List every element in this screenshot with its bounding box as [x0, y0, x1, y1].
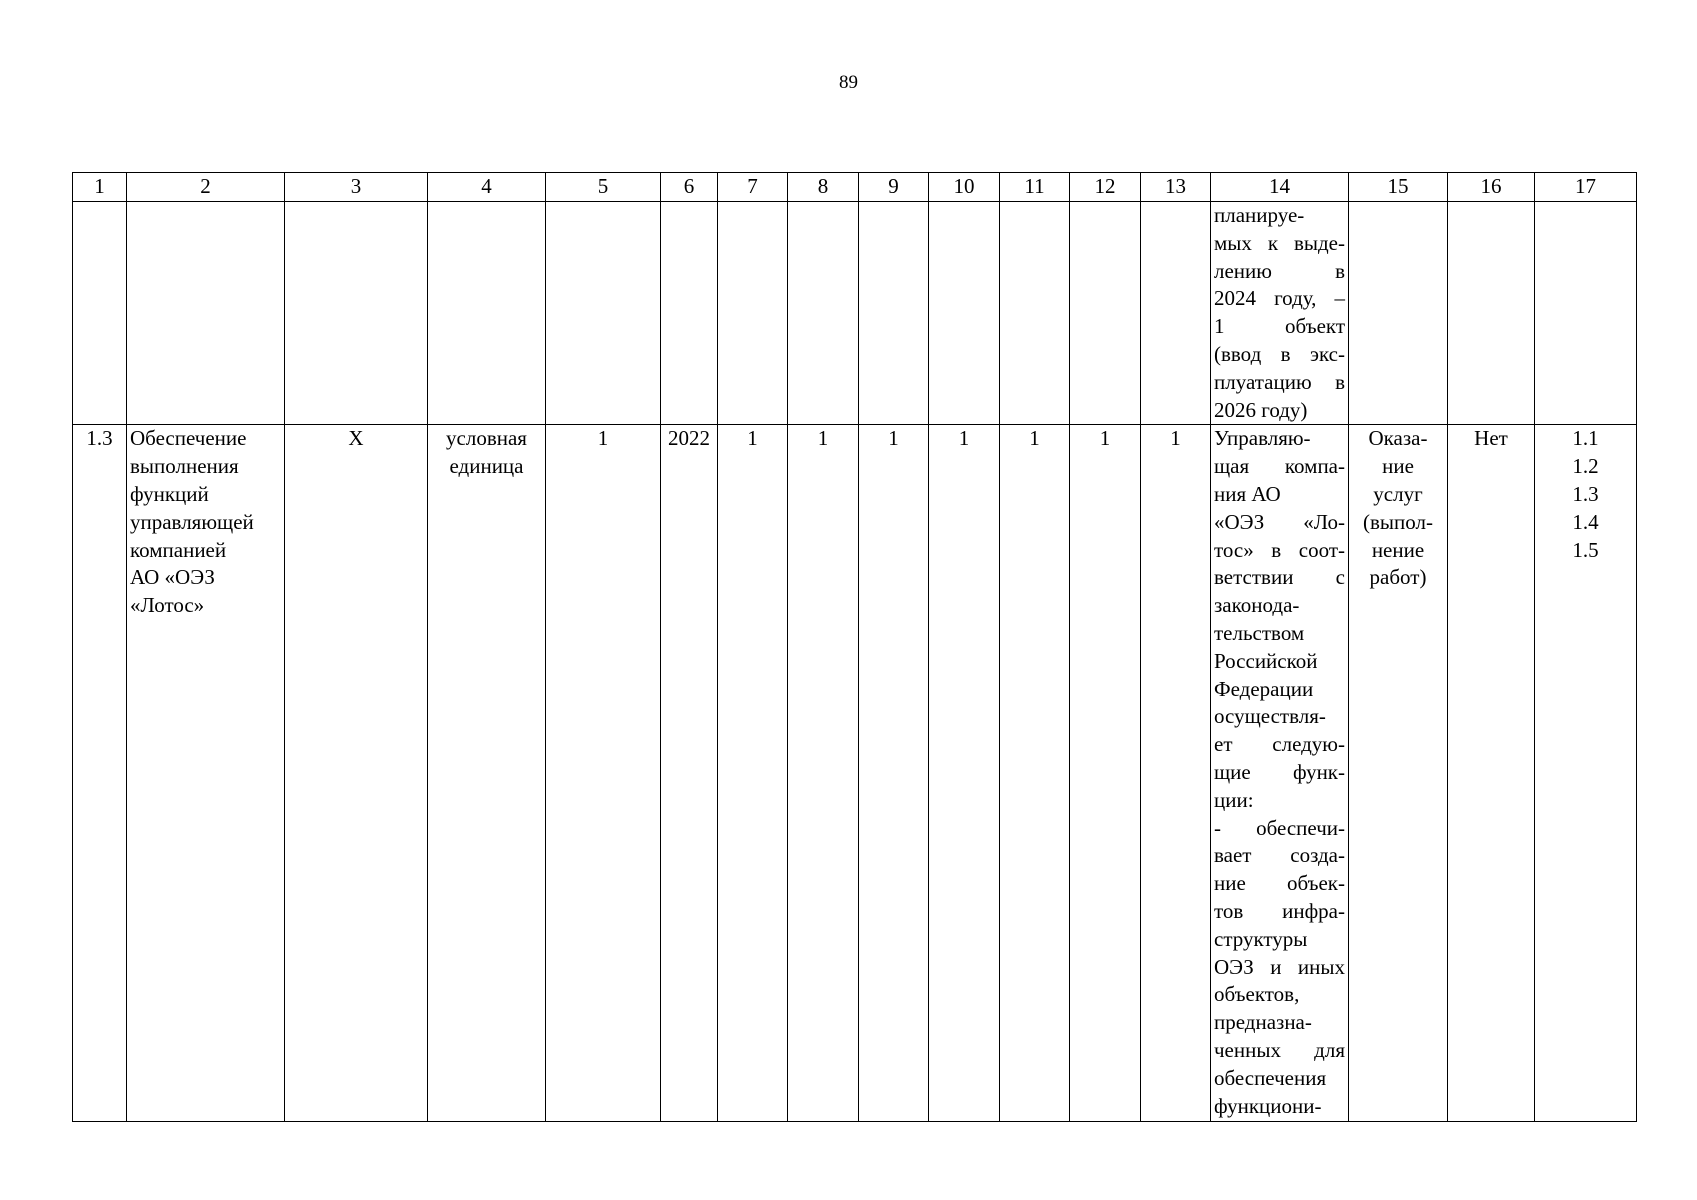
text-line: ветствии с [1214, 565, 1345, 590]
cell-empty [929, 202, 1000, 425]
cell-empty [1070, 202, 1141, 425]
text-line: тос» в соот- [1214, 537, 1345, 562]
text-line: Управляю- [1214, 426, 1311, 451]
text-line: ние [1382, 454, 1414, 479]
cell-col7: 1 [718, 425, 788, 1122]
cell-description [1211, 425, 1349, 1122]
text-line: работ) [1369, 565, 1427, 590]
cell-item-number: 1.3 [73, 425, 127, 1122]
header-cell: 1 [73, 173, 127, 202]
text-line: осуществля- [1214, 704, 1326, 729]
text-line: 1.2 [1572, 454, 1599, 479]
cell-year: 2022 [661, 425, 718, 1122]
text-line: 1.3 [1572, 481, 1599, 506]
cell-empty [661, 202, 718, 425]
text-line: планируе- [1214, 203, 1305, 227]
text-line: Российской [1214, 648, 1318, 673]
header-cell: 3 [285, 173, 428, 202]
header-cell: 8 [788, 173, 859, 202]
text-line: Федерации [1214, 676, 1314, 701]
header-cell: 9 [859, 173, 929, 202]
cell-col16: Нет [1448, 425, 1535, 1122]
text-line: Обеспечение [130, 426, 247, 451]
cell-type [1349, 425, 1448, 1122]
header-cell: 5 [546, 173, 661, 202]
cell-empty [285, 202, 428, 425]
text-line: «Лотос» [130, 593, 205, 618]
text-line: условная [446, 426, 527, 451]
cell-empty [127, 202, 285, 425]
page-number: 89 [839, 72, 858, 93]
text-line: - обеспечи- [1214, 815, 1345, 840]
cell-related-items [1535, 425, 1637, 1122]
cell-empty [718, 202, 788, 425]
cell-col8: 1 [788, 425, 859, 1122]
text-line: выполнения [130, 454, 239, 479]
text-line: предназна- [1214, 1010, 1312, 1035]
cell-col9: 1 [859, 425, 929, 1122]
header-cell: 12 [1070, 173, 1141, 202]
text-line: 1.1 [1572, 426, 1599, 451]
column-number-row [73, 173, 1637, 202]
header-cell: 13 [1141, 173, 1211, 202]
text-line: 1 объект [1214, 314, 1345, 339]
table-row-1-3 [73, 425, 1637, 1122]
header-cell: 10 [929, 173, 1000, 202]
text-line: функций [130, 481, 209, 506]
text-line: 2026 году) [1214, 397, 1308, 422]
header-cell: 17 [1535, 173, 1637, 202]
cell-empty [1000, 202, 1070, 425]
text-line: 1.5 [1572, 537, 1599, 562]
text-line: АО «ОЭЗ [130, 565, 215, 590]
text-line: тов инфра- [1214, 898, 1345, 923]
text-line: тельством [1214, 620, 1305, 645]
text-line: единица [449, 454, 524, 479]
text-line: объектов, [1214, 982, 1300, 1007]
text-line: (ввод в экс- [1214, 341, 1345, 366]
text-line: лению в [1214, 258, 1345, 283]
text-line: законода- [1214, 593, 1300, 618]
cell-empty [788, 202, 859, 425]
text-line: функциони- [1214, 1093, 1322, 1118]
text-line: плуатацию в [1214, 369, 1345, 394]
cell-empty [1141, 202, 1211, 425]
cell-col13: 1 [1141, 425, 1211, 1122]
header-cell: 4 [428, 173, 546, 202]
header-cell: 2 [127, 173, 285, 202]
cell-col10: 1 [929, 425, 1000, 1122]
header-cell: 11 [1000, 173, 1070, 202]
cell-unit [428, 425, 546, 1122]
text-line: Оказа- [1368, 426, 1428, 451]
text-line: щая компа- [1214, 454, 1345, 479]
cell-col5: 1 [546, 425, 661, 1122]
text-line: 2024 году, – [1214, 286, 1345, 311]
text-line: ОЭЗ и иных [1214, 954, 1345, 979]
text-line: нение [1371, 537, 1425, 562]
text-line: вает созда- [1214, 843, 1345, 868]
cell-col11: 1 [1000, 425, 1070, 1122]
header-cell: 6 [661, 173, 718, 202]
text-line: компанией [130, 537, 227, 562]
text-line: услуг [1373, 481, 1423, 506]
passport-table [72, 172, 1637, 1122]
cell-col3: X [285, 425, 428, 1122]
cell-empty [1535, 202, 1637, 425]
cell-empty [73, 202, 127, 425]
cell-item-name [127, 425, 285, 1122]
text-line: щие функ- [1214, 759, 1345, 784]
header-cell: 14 [1211, 173, 1349, 202]
text-line: управляющей [130, 509, 254, 534]
text-line: ет следую- [1214, 732, 1345, 757]
text-line: структуры [1214, 926, 1308, 951]
text-line: ченных для [1214, 1037, 1345, 1062]
cell-empty [1349, 202, 1448, 425]
header-cell: 15 [1349, 173, 1448, 202]
cell-empty [859, 202, 929, 425]
text-line: ния АО [1214, 481, 1281, 506]
header-cell: 16 [1448, 173, 1535, 202]
text-line: «ОЭЗ «Ло- [1214, 509, 1345, 534]
cell-empty [546, 202, 661, 425]
text-line: 1.4 [1572, 509, 1599, 534]
cell-description-continued [1211, 202, 1349, 425]
text-line: обеспечения [1214, 1065, 1327, 1090]
cell-col12: 1 [1070, 425, 1141, 1122]
header-cell: 7 [718, 173, 788, 202]
cell-empty [1448, 202, 1535, 425]
cell-empty [428, 202, 546, 425]
table-row-continued [73, 202, 1637, 425]
text-line: мых к выде- [1214, 230, 1345, 255]
text-line: (выпол- [1363, 509, 1433, 534]
text-line: ции: [1214, 787, 1254, 812]
text-line: ние объек- [1214, 871, 1345, 896]
